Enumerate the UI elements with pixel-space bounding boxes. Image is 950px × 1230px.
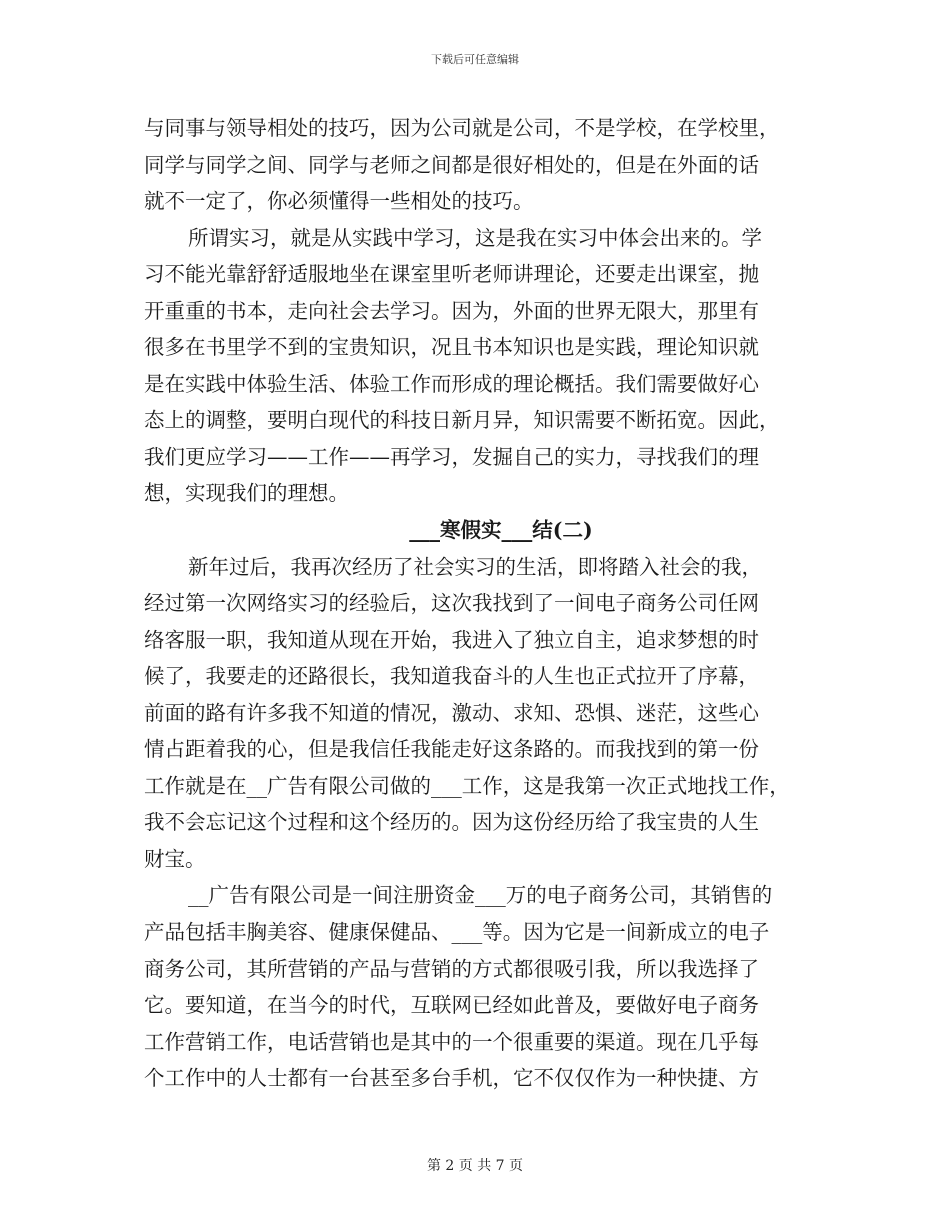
text-line: 很多在书里学不到的宝贵知识，况且书本知识也是实践，理论知识就	[144, 335, 759, 360]
text-line: 商务公司，其所营销的产品与营销的方式都很吸引我，所以我选择了	[144, 956, 759, 981]
text-line: 前面的路有许多我不知道的情况，激动、求知、恐惧、迷茫，这些心	[144, 700, 759, 725]
text-line: 所谓实习，就是从实践中学习，这是我在实习中体会出来的。学	[188, 225, 762, 250]
document-body	[144, 110, 814, 1097]
text-line: 态上的调整，要明白现代的科技日新月异，知识需要不断拓宽。因此，	[144, 408, 780, 433]
page-number: 第 2 页 共 7 页	[426, 1158, 524, 1174]
text-line: 它。要知道，在当今的时代，互联网已经如此普及，要做好电子商务	[144, 993, 759, 1018]
text-line: 新年过后，我再次经历了社会实习的生活，即将踏入社会的我，	[188, 554, 762, 579]
text-line: 是在实践中体验生活、体验工作而形成的理论概括。我们需要做好心	[144, 371, 759, 396]
text-line: 同学与同学之间、同学与老师之间都是很好相处的，但是在外面的话	[144, 152, 759, 177]
text-line: 想，实现我们的理想。	[144, 481, 349, 506]
text-line: 习不能光靠舒舒适服地坐在课室里听老师讲理论，还要走出课室，抛	[144, 262, 759, 287]
text-line: 就不一定了，你必须懂得一些相处的技巧。	[144, 189, 534, 214]
text-line: 络客服一职，我知道从现在开始，我进入了独立自主，追求梦想的时	[144, 627, 759, 652]
text-line: 财宝。	[144, 846, 206, 871]
text-line: 产品包括丰胸美容、健康保健品、___等。因为它是一间新成立的电子	[144, 920, 770, 945]
text-line: 工作营销工作，电话营销也是其中的一个很重要的渠道。现在几乎每	[144, 1029, 759, 1054]
text-line: 候了，我要走的还路很长，我知道我奋斗的人生也正式拉开了序幕，	[144, 664, 759, 689]
text-line: 经过第一次网络实习的经验后，这次我找到了一间电子商务公司任网	[144, 591, 759, 616]
text-line: 我不会忘记这个过程和这个经历的。因为这份经历给了我宝贵的人生	[144, 810, 759, 835]
text-line: 开重重的书本，走向社会去学习。因为，外面的世界无限大，那里有	[144, 298, 759, 323]
text-line: 情占距着我的心，但是我信任我能走好这条路的。而我找到的第一份	[144, 737, 759, 762]
text-line: __广告有限公司是一间注册资金___万的电子商务公司，其销售的	[188, 883, 773, 908]
page-header: 下载后可任意编辑	[431, 53, 519, 66]
text-line: 个工作中的人士都有一台甚至多台手机，它不仅仅作为一种快捷、方	[144, 1066, 759, 1091]
section-heading: ___寒假实___结(二)	[409, 518, 593, 543]
text-line: 我们更应学习——工作——再学习，发掘自己的实力，寻找我们的理	[144, 444, 759, 469]
text-line: 工作就是在__广告有限公司做的___工作，这是我第一次正式地找工作，	[144, 773, 790, 798]
text-line: 与同事与领导相处的技巧，因为公司就是公司，不是学校，在学校里，	[144, 116, 780, 140]
